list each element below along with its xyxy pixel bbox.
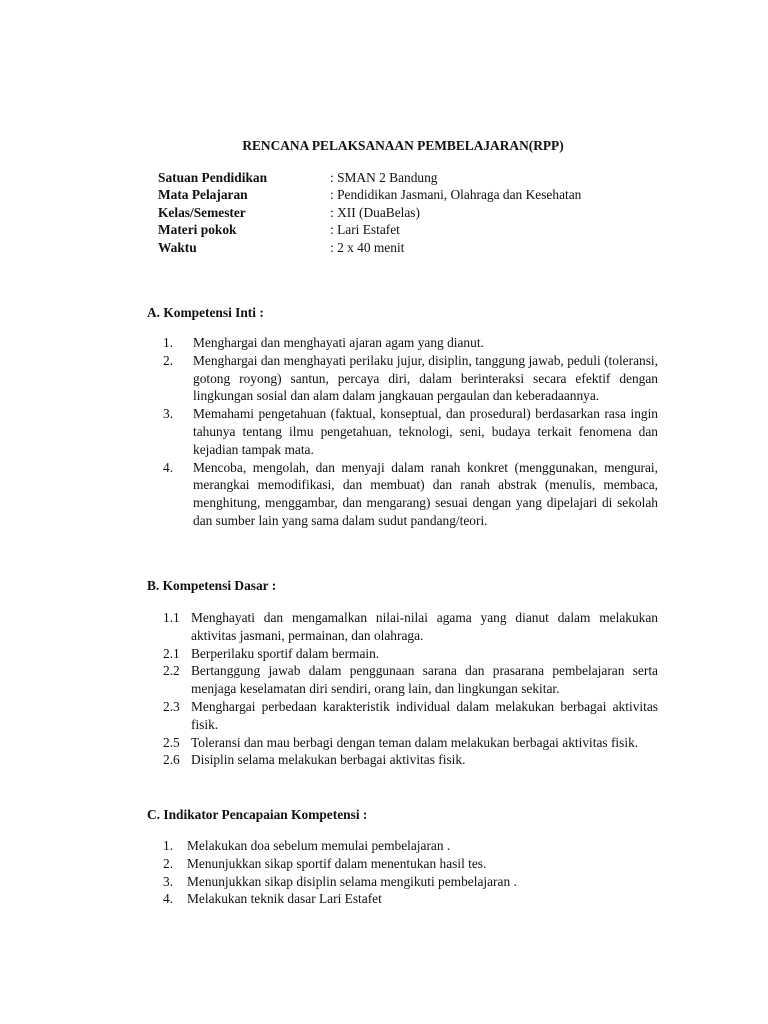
item-number: 1. [163, 838, 174, 853]
list-item [163, 459, 658, 530]
list-item [163, 751, 658, 769]
info-label: Satuan Pendidikan [158, 170, 268, 185]
item-number: 3. [163, 406, 174, 422]
item-number: 4. [163, 891, 174, 907]
list-item [163, 662, 658, 698]
item-text: Menghargai perbedaan karakteristik individual dalam melakukan berbagai aktivitas fisik. [191, 698, 658, 732]
list-item [163, 645, 658, 663]
list-item [163, 837, 658, 855]
item-text: Melakukan teknik dasar Lari Estafet [187, 891, 382, 907]
item-number: 3. [163, 873, 174, 889]
list-item [163, 734, 658, 752]
info-label: Materi pokok [158, 222, 237, 238]
info-row [158, 186, 678, 203]
info-row [158, 169, 678, 186]
info-label: Kelas/Semester [158, 204, 246, 220]
item-text: Toleransi dan mau berbagi dengan teman dalam melakukan berbagai aktivitas fisik. [191, 734, 639, 750]
item-number: 2.2 [163, 663, 180, 679]
info-label: Mata Pelajaran [158, 187, 248, 203]
item-text: Menunjukkan sikap sportif dalam menentukan hasil tes. [187, 855, 487, 871]
info-label: Waktu [158, 239, 197, 255]
item-text: Disiplin selama melakukan berbagai aktivitas fisik. [191, 752, 466, 768]
list-item [163, 609, 658, 645]
list-item [163, 873, 658, 891]
item-text: Bertanggung jawab dalam penggunaan sarana dan prasarana pembelajaran serta menjaga keselamatan diri sendiri, orang lain, dan lingkungan sekitar. [191, 663, 658, 697]
item-text: Melakukan doa sebelum memulai pembelajaran . [187, 838, 451, 853]
item-number: 2.3 [163, 698, 180, 714]
list-item [163, 698, 658, 734]
list-item [163, 405, 658, 458]
item-number: 2.1 [163, 645, 180, 661]
item-text: Berperilaku sportif dalam bermain. [191, 645, 380, 661]
info-table [158, 169, 678, 256]
list-item [163, 890, 658, 908]
item-number: 1. [163, 335, 174, 350]
item-text: Menunjukkan sikap disiplin selama mengikuti pembelajaran . [187, 873, 517, 889]
info-row [158, 221, 678, 238]
list-item [163, 334, 658, 352]
item-number: 2.6 [163, 752, 180, 768]
section-c-heading: C. Indikator Pencapaian Kompetensi : [147, 807, 368, 822]
item-number: 2. [163, 352, 174, 368]
item-text: Menghargai dan menghayati ajaran agam yang dianut. [193, 335, 484, 350]
section-c-list [163, 837, 658, 908]
item-text: Mencoba, mengolah, dan menyaji dalam ranah konkret (menggunakan, mengurai, merangkai memodifikasi, dan membuat) dan ranah abstrak (menulis, membaca, menghitung, menggambar, dan mengarang) sesuai dengan yang dipelajari di sekolah dan sumber lain yang sama dalam sudut pandang/teori. [193, 459, 658, 528]
item-number: 4. [163, 459, 174, 475]
info-row [158, 204, 678, 221]
info-value: : 2 x 40 menit [330, 239, 405, 255]
info-value: : SMAN 2 Bandung [330, 170, 438, 185]
section-a-list [163, 334, 658, 530]
section-a-heading: A. Kompetensi Inti : [147, 305, 264, 320]
item-text: Memahami pengetahuan (faktual, konseptual, dan prosedural) berdasarkan rasa ingin tahunya tentang ilmu pengetahuan, teknologi, seni, budaya terkait fenomena dan kejadian tampak mata. [193, 406, 658, 457]
item-number: 1.1 [163, 610, 180, 625]
info-value: : XII (DuaBelas) [330, 204, 420, 220]
section-b-heading: B. Kompetensi Dasar : [147, 578, 277, 593]
list-item [163, 352, 658, 405]
item-number: 2. [163, 855, 174, 871]
info-row [158, 239, 678, 256]
section-b-list [163, 609, 658, 769]
item-text: Menghayati dan mengamalkan nilai-nilai agama yang dianut dalam melakukan aktivitas jasmani, permainan, dan olahraga. [191, 610, 658, 643]
info-value: : Lari Estafet [330, 222, 400, 238]
list-item [163, 855, 658, 873]
item-text: Menghargai dan menghayati perilaku jujur, disiplin, tanggung jawab, peduli (toleransi, gotong royong) santun, percaya diri, dalam berinteraksi secara efektif dengan lingkungan sosial dan alam dalam jangkauan pergaulan dan keberadaannya. [193, 352, 658, 404]
item-number: 2.5 [163, 734, 180, 750]
info-value: : Pendidikan Jasmani, Olahraga dan Kesehatan [330, 187, 582, 203]
document-title: RENCANA PELAKSANAAN PEMBELAJARAN(RPP) [242, 138, 564, 153]
